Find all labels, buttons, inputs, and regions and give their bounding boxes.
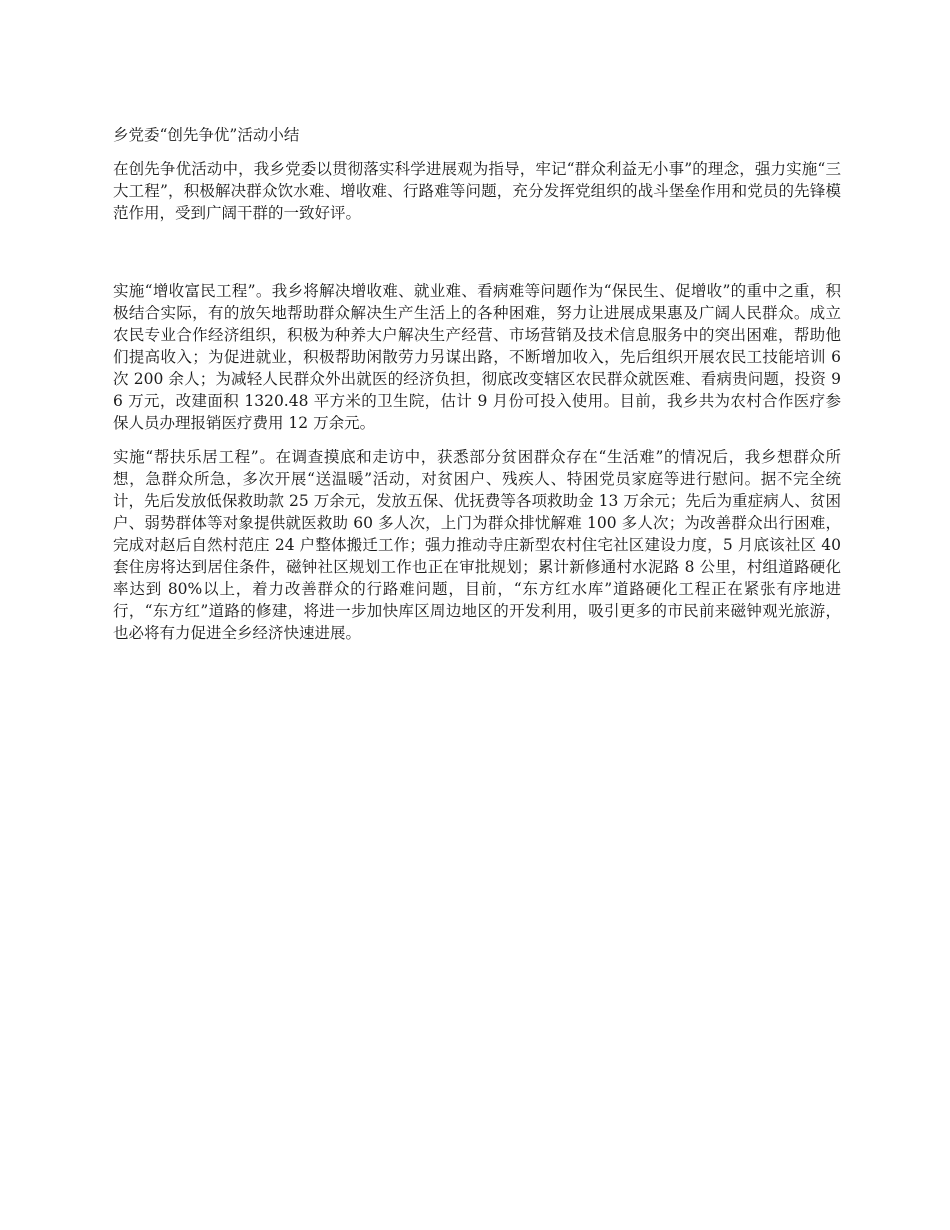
- section-housing-paragraph: 实施“帮扶乐居工程”。在调查摸底和走访中，获悉部分贫困群众存在“生活难”的情况后，我乡想群众所想，急群众所急，多次开展“送温暖”活动，对贫困户、残疾人、特困党员家庭等进行慰问。据不完全统计，先后发放低保救助款 25 万余元，发放五保、优抚费等各项救助金 13 万余元；先后为重症病人、贫困户、弱势群体等对象提供就医救助 60 多人次，上门为群众排忧解难 100 多人次；为改善群众出行困难，完成对赵后自然村范庄 24 户整体搬迁工作；强力推动寺庄新型农村住宅社区建设力度，5 月底该社区 40 套住房将达到居住条件，磁钟社区规划工作也正在审批规划；累计新修通村水泥路 8 公里，村组道路硬化率达到 80%以上，着力改善群众的行路难问题，目前，“东方红水库”道路硬化工程正在紧张有序地进行，“东方红”道路的修建，将进一步加快库区周边地区的开发利用，吸引更多的市民前来磁钟观光旅游，也必将有力促进全乡经济快速进展。: [113, 448, 841, 642]
- section-spacer: [113, 236, 841, 280]
- document-body: [113, 124, 841, 656]
- document-title: 乡党委“创先争优”活动小结: [113, 126, 300, 144]
- intro-paragraph: 在创先争优活动中，我乡党委以贯彻落实科学进展观为指导，牢记“群众利益无小事”的理念，强力实施“三大工程”，积极解决群众饮水难、增收难、行路难等问题，充分发挥党组织的战斗堡垒作用和党员的先锋模范作用，受到广阔干群的一致好评。: [113, 160, 841, 222]
- section-income-paragraph: 实施“增收富民工程”。我乡将解决增收难、就业难、看病难等问题作为“保民生、促增收”的重中之重，积极结合实际，有的放矢地帮助群众解决生产生活上的各种困难，努力让进展成果惠及广阔人民群众。成立农民专业合作经济组织，积极为种养大户解决生产经营、市场营销及技术信息服务中的突出困难，帮助他们提高收入；为促进就业，积极帮助闲散劳力另谋出路，不断增加收入，先后组织开展农民工技能培训 6 次 200 余人；为减轻人民群众外出就医的经济负担，彻底改变辖区农民群众就医难、看病贵问题，投资 96 万元，改建面积 1320.48 平方米的卫生院，估计 9 月份可投入使用。目前，我乡共为农村合作医疗参保人员办理报销医疗费用 12 万余元。: [113, 282, 841, 432]
